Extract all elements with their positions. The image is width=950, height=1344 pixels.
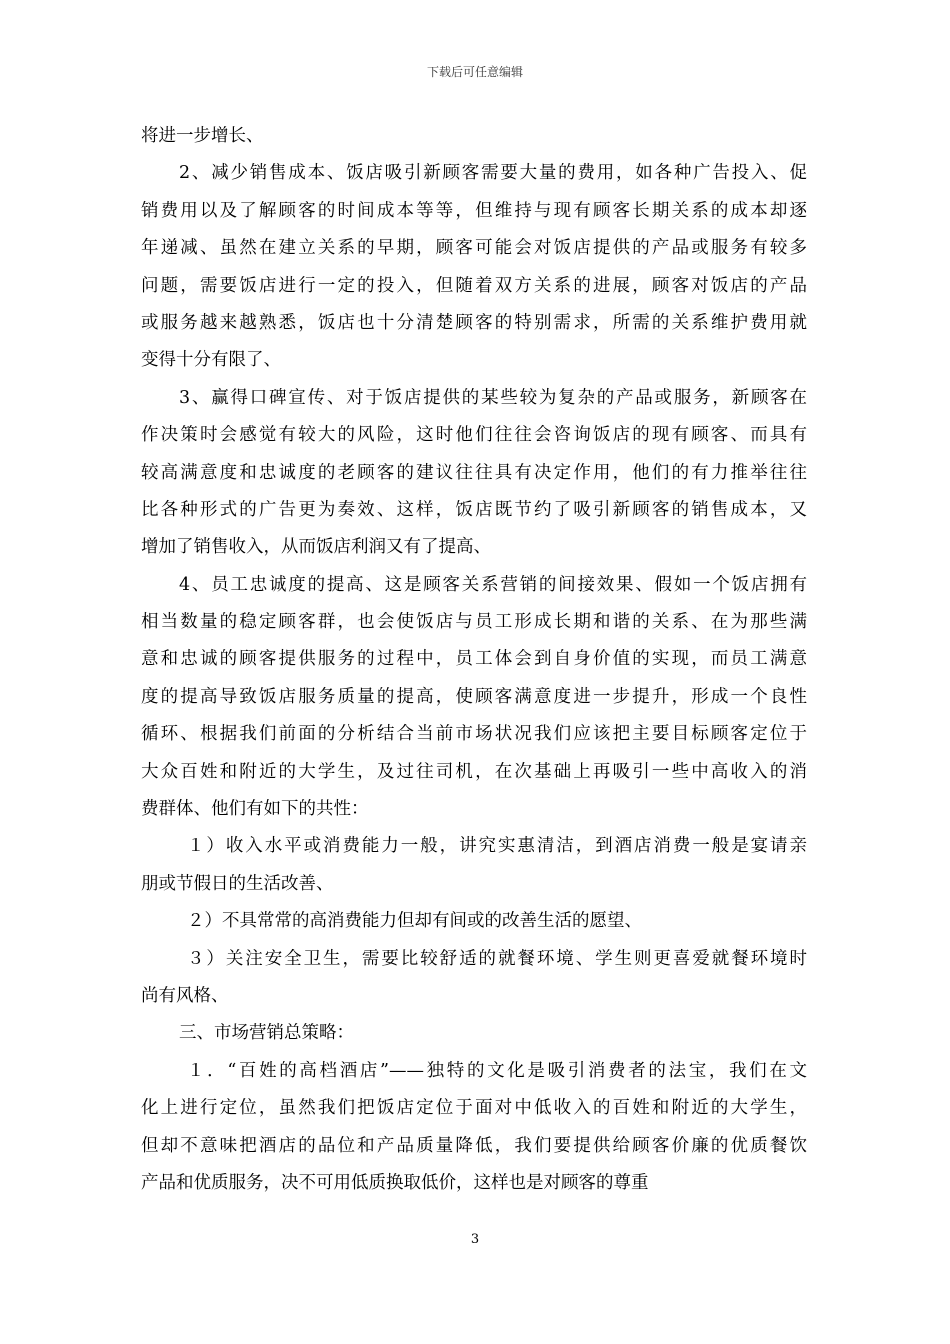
text-line: 大众百姓和附近的大学生，及过往司机，在次基础上再吸引一些中高收入的消: [141, 761, 807, 782]
paragraph-start-line: 3、赢得口碑宣传、对于饭店提供的某些较为复杂的产品或服务，新顾客在: [179, 387, 807, 408]
text-line: 变得十分有限了、: [141, 350, 281, 371]
text-line: 费群体、他们有如下的共性：: [141, 799, 369, 820]
text-line: 较高满意度和忠诚度的老顾客的建议往往具有决定作用，他们的有力推举往往: [141, 462, 807, 483]
text-line: 相当数量的稳定顾客群，也会使饭店与员工形成长期和谐的关系、在为那些满: [141, 612, 807, 633]
text-line: 或服务越来越熟悉，饭店也十分清楚顾客的特别需求，所需的关系维护费用就: [141, 312, 807, 333]
text-line: 销费用以及了解顾客的时间成本等等，但维持与现有顾客长期关系的成本却逐: [141, 200, 807, 221]
text-line: 意和忠诚的顾客提供服务的过程中，员工体会到自身价值的实现，而员工满意: [141, 649, 807, 670]
text-line: 作决策时会感觉有较大的风险，这时他们往往会咨询饭店的现有顾客、而具有: [141, 425, 807, 446]
list-item-line: ２）不具常常的高消费能力但却有间或的改善生活的愿望、: [187, 911, 642, 932]
text-line: 但却不意味把酒店的品位和产品质量降低，我们要提供给顾客价廉的优质餐饮: [141, 1135, 807, 1156]
list-item-line: １）收入水平或消费能力一般，讲究实惠清洁，到酒店消费一般是宴请亲: [187, 836, 807, 857]
list-item-line: ３）关注安全卫生，需要比较舒适的就餐环境、学生则更喜爱就餐环境时: [187, 948, 807, 969]
text-line: 化上进行定位，虽然我们把饭店定位于面对中低收入的百姓和附近的大学生，: [141, 1098, 807, 1119]
text-line: 问题，需要饭店进行一定的投入，但随着双方关系的进展，顾客对饭店的产品: [141, 275, 807, 296]
section-heading: 三、市场营销总策略：: [179, 1023, 354, 1044]
page-number: 3: [470, 1232, 480, 1247]
list-item-line: １．“百姓的高档酒店”——独特的文化是吸引消费者的法宝，我们在文: [187, 1060, 807, 1081]
text-line: 产品和优质服务，决不可用低质换取低价，这样也是对顾客的尊重: [141, 1172, 649, 1193]
text-line: 年递减、虽然在建立关系的早期，顾客可能会对饭店提供的产品或服务有较多: [141, 238, 807, 259]
page-header: 下载后可任意编辑: [426, 65, 523, 79]
document-body: [141, 118, 807, 1202]
paragraph-start-line: 2、减少销售成本、饭店吸引新顾客需要大量的费用，如各种广告投入、促: [179, 163, 807, 184]
text-line: 循环、根据我们前面的分析结合当前市场状况我们应该把主要目标顾客定位于: [141, 724, 807, 745]
text-line: 尚有风格、: [141, 985, 229, 1006]
text-line: 度的提高导致饭店服务质量的提高，使顾客满意度进一步提升，形成一个良性: [141, 686, 807, 707]
text-line: 比各种形式的广告更为奏效、这样，饭店既节约了吸引新顾客的销售成本，又: [141, 499, 807, 520]
text-line: 将进一步增长、: [141, 126, 264, 146]
text-line: 朋或节假日的生活改善、: [141, 873, 334, 894]
paragraph-start-line: 4、员工忠诚度的提高、这是顾客关系营销的间接效果、假如一个饭店拥有: [179, 574, 807, 595]
text-line: 增加了销售收入，从而饭店利润又有了提高、: [141, 537, 491, 558]
